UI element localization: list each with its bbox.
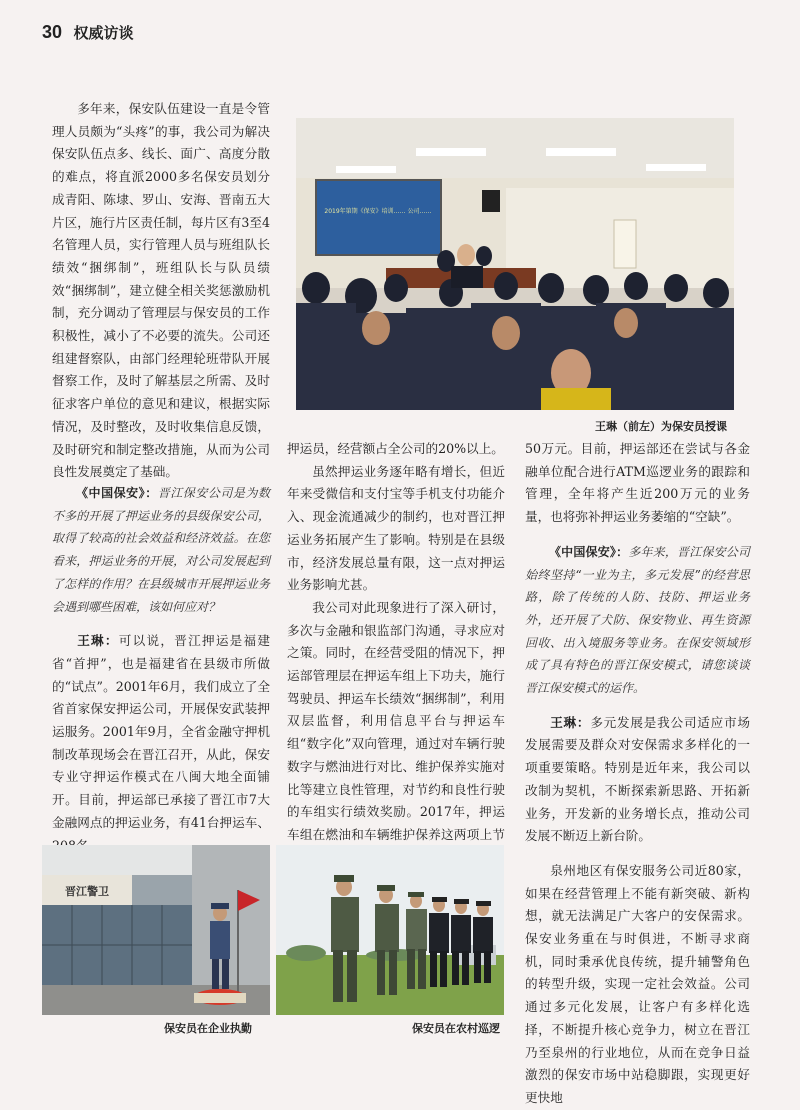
page-header xyxy=(42,22,133,43)
answer-label: 王琳： xyxy=(77,633,119,649)
answer-1: 王琳：可以说，晋江押运是福建省“首押”，也是福建省在县级市所做的“试点”。2001年6月，我们成立了全省首家保安押运公司，开展保安武装押运服务。2001年9月，全省金融守押机制改革现场会在晋江召开，从此，保安专业守押运作模式在八闽大地全面铺开。目前，押运部已承接了晋江市7大金融网点的押运业务，有41台押运车、 xyxy=(52,633,271,830)
answer-label: 王琳： xyxy=(550,714,591,730)
column-left-bottom xyxy=(52,482,270,857)
paragraph: 虽然押运业务逐年略有增长，但近年来受微信和支付宝等手机支付功能介入、现金流通减少的制约，也对晋江押运业务拓展产生了影响。特别是在县级市，经济发展总量有限，这一点对押运业务影响尤甚。 xyxy=(287,463,505,593)
question-label: 《中国保安》： xyxy=(549,544,629,559)
section-title: 权威访谈 xyxy=(73,24,134,42)
paragraph: 我公司对此现象进行了深入研讨，多次与金融和银监部门沟通，寻求应对之策。同时，在经营受阻的情况下，押运部管理层在押运车组上下功夫，施行驾驶员、押运车长绩效“捆绑制”，利用双层监督，利用信息平台与押运车组“数字化”双向管理，通过对车辆行驶数字与燃油进行对比、维护保养实施对比等建立良性管理，对节约和良性行驶的车组实行绩效奖励。2017年，押运车组在燃油和车辆维护保养这两项上节 xyxy=(287,599,505,842)
column-right xyxy=(525,438,750,1110)
caption-guard-building: 保安员在企业执勤 xyxy=(164,1022,252,1035)
building-sign-text: 晋江警卫 xyxy=(65,885,109,898)
question-2: 《中国保安》：多年来，晋江保安公司始终坚持“一业为主，多元发展”的经营思路，除了传统的人防、技防、押运业务外，还开展了犬防、保安物业、再生资源回收、出入境服务等业务。在保安领域形成了具有特色的晋江保安模式，请您谈谈晋江保安模式的运作。 xyxy=(525,544,750,696)
screen-text: 2019年第期《保安》培训…… 公司…… xyxy=(324,208,432,215)
photo-guard-building xyxy=(42,845,270,1015)
paragraph: 多年来，保安队伍建设一直是令管理人员颇为“头疼”的事，我公司为解决保安队伍点多、线长、面广、高度分散的难点，将直派2000多名保安员划分成青阳、陈埭、罗山、安海、晋南五大片区，施行片区责任制，每片区有3至4名管理人员，实行管理人员与班组队长绩效“捆绑制”，班组队长与队员绩效“捆绑制”，建立健全相关奖惩激励机制，充分调动了管理层与保安员的工作积极性，减小了不必要的流失。公司还组建督察队，由部门经理轮班带队开展督察工作，及时了解基层之所需、及时征求客户单位的意见和建议，根据实际情况，及时整改，及时收集信息反馈，及时研究和制定整改措施，从而为公司良性发展奠定了基础。 xyxy=(52,101,270,480)
question-label: 《中国保安》： xyxy=(76,486,158,500)
answer-2: 王琳：多元发展是我公司适应市场发展需要及群众对安保需求多样化的一项重要策略。特别是近年来，我公司以改制为契机，不断探索新思路、开拓新业务，开发新的业务增长点，推动公司发展不断迈上新台阶。 xyxy=(525,714,751,844)
caption-classroom: 王琳（前左）为保安员授课 xyxy=(595,420,727,433)
photo-classroom xyxy=(296,118,734,410)
paragraph: 50万元。目前，押运部还在尝试与各金融单位配合进行ATM巡逻业务的跟踪和管理，全年将产生近200万元的业务量，也将弥补押运业务萎缩的“空缺”。 xyxy=(525,441,750,525)
page-number: 30 xyxy=(42,22,63,42)
column-left-top xyxy=(52,98,270,484)
paragraph: 泉州地区有保安服务公司近80家，如果在经营管理上不能有新突破、新构想，就无法满足广大客户的安保需求。保安业务重在与时俱进，不断寻求商机，同时秉承优良传统，提升辅警角色的转型升级，实现一定社会效益。公司通过多元化发展，让客户有多样化选择，不断提升核心竞争力，树立在晋江乃至泉州的行业地位，从而在竞争日益激烈的保安市场中站稳脚跟，实现更好更快地 xyxy=(525,862,750,1105)
column-middle xyxy=(287,438,505,869)
photo-patrol xyxy=(276,845,504,1015)
question-1: 《中国保安》：晋江保安公司是为数不多的开展了押运业务的县级保安公司，取得了较高的社会效益和经济效益。在您看来，押运业务的开展，对公司发展起到了怎样的作用？在县级城市开展押运业务会遇到哪些困难，该如何应对？ xyxy=(52,486,270,614)
paragraph: 押运员，经营额占全公司的20%以上。 xyxy=(287,441,504,456)
caption-patrol: 保安员在农村巡逻 xyxy=(412,1022,500,1035)
